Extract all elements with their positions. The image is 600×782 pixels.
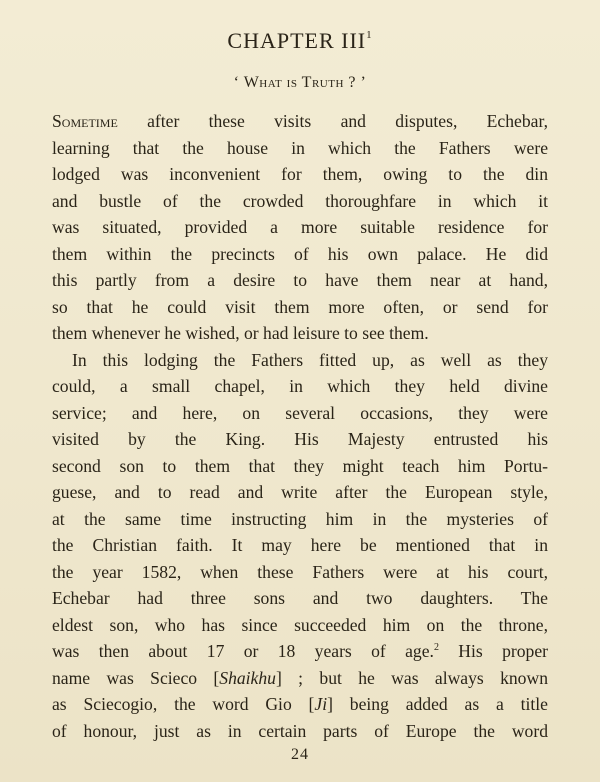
text-line: was then about 17 or 18 years of age.$^2$ His proper xyxy=(52,641,548,661)
text-line: so that he could visit them more often, or send for xyxy=(52,296,548,317)
text-line: could, a small chapel, in which they held divine xyxy=(52,376,548,396)
text-line: as Sciecogio, the word Gio [Ji] being added as a title xyxy=(52,694,548,714)
text-line: the year 1582, when these Fathers were at his court, xyxy=(52,561,548,582)
chapter-title xyxy=(0,28,600,54)
text-line: Sometime after these visits and disputes, Echebar, xyxy=(52,111,548,131)
page-number: 24 xyxy=(291,746,309,763)
text-line: this partly from a desire to have them near at hand, xyxy=(52,270,548,290)
footnote-marker-2: 2 xyxy=(433,642,439,654)
text-line: at the same time instructing him in the mysteries of xyxy=(52,508,548,529)
text-line: In this lodging the Fathers fitted up, as well as they xyxy=(72,349,548,370)
text-line: visited by the King. His Majesty entrusted his xyxy=(52,429,548,449)
text-line: lodged was inconvenient for them, owing to the din xyxy=(52,164,548,184)
opening-word: Sometime xyxy=(52,111,118,131)
text-line: them within the precincts of his own palace. He did xyxy=(52,243,548,264)
italic-title: Ji xyxy=(314,694,328,714)
text-line: and bustle of the crowded thoroughfare in which it xyxy=(52,190,548,211)
text-line: eldest son, who has since succeeded him on the throne, xyxy=(52,614,548,635)
text-line: guese, and to read and write after the European style, xyxy=(52,482,548,502)
footnote-marker-1: 1 xyxy=(366,28,373,41)
italic-name: Shaikhu xyxy=(219,667,276,688)
text-line: of honour, just as in certain parts of Europe the word xyxy=(52,720,548,741)
chapter-title-text: CHAPTER III xyxy=(227,28,367,53)
body-text xyxy=(52,108,548,744)
text-line: service; and here, on several occasions, they were xyxy=(52,402,548,423)
text-line: name was Scieco [Shaikhu] ; but he was always known xyxy=(52,667,548,688)
text-line: Echebar had three sons and two daughters. The xyxy=(52,588,548,608)
text-line: was situated, provided a more suitable residence for xyxy=(52,217,548,237)
text-line: them whenever he wished, or had leisure to see them. xyxy=(52,323,429,343)
text-line: second son to them that they might teach him Portu- xyxy=(52,455,548,476)
text-line: the Christian faith. It may here be mentioned that in xyxy=(52,535,548,555)
text-line: learning that the house in which the Fathers were xyxy=(52,137,548,158)
chapter-subtitle: ‘ What is Truth ? ’ xyxy=(233,74,367,91)
